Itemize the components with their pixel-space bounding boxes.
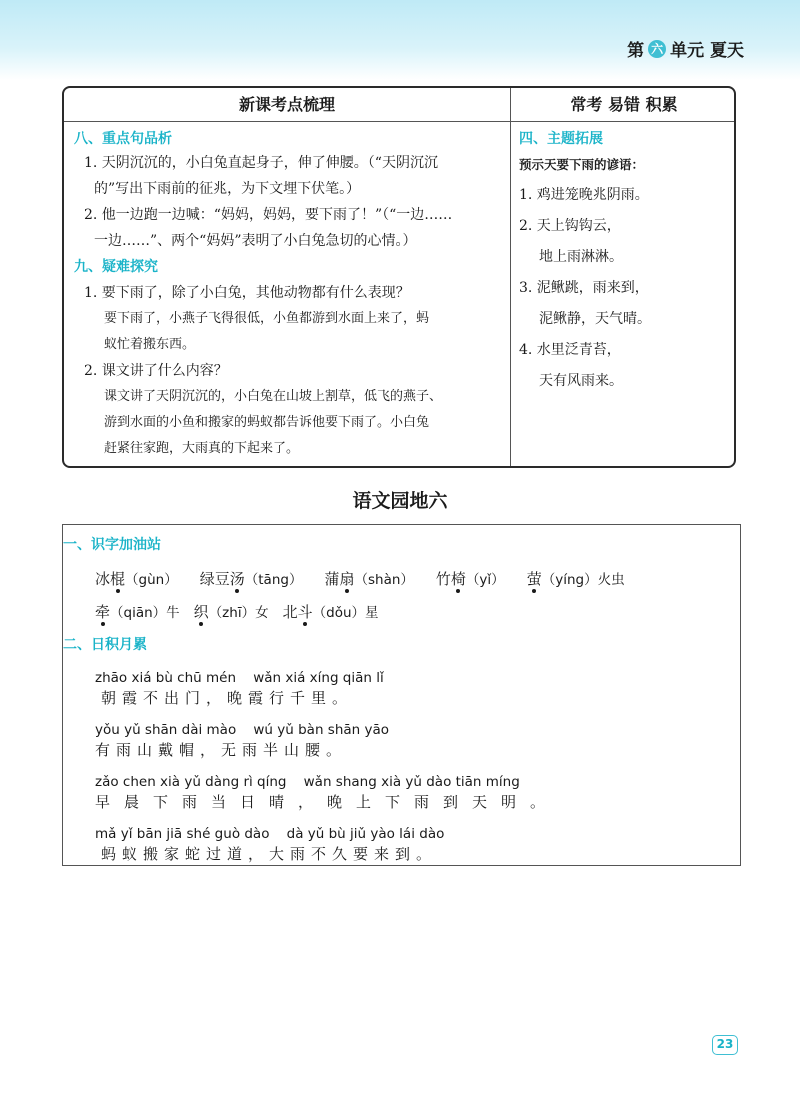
dotted-char: 椅: [450, 570, 466, 588]
word-text: 冰: [95, 570, 111, 588]
words-row-2: [63, 600, 740, 625]
section-8-item-1: [74, 150, 500, 202]
word-item: [194, 600, 269, 625]
yuandi-box: [62, 524, 741, 866]
text-line: 的”写出下雨前的征兆，为下文埋下伏笔。）: [94, 181, 361, 197]
text-line: 赶紧往家跑，大雨真的下起来了。: [104, 441, 300, 456]
page-number: 23: [712, 1035, 738, 1055]
word-pinyin: （qiān）牛: [110, 605, 180, 621]
proverb-item-4: [519, 335, 729, 397]
section-4-title: 四、主题拓展: [519, 131, 603, 147]
summary-table: [62, 86, 736, 468]
word-pinyin: （shàn）: [354, 572, 414, 588]
text-line: 一边……”、两个“妈妈”表明了小白兔急切的心情。）: [94, 233, 417, 249]
text-line: 地上雨淋淋。: [539, 249, 623, 265]
dotted-char: 牵: [95, 603, 111, 621]
summary-left-column: [64, 88, 510, 466]
proverb-item-1: 1. 鸡进笼晚兆阴雨。: [519, 187, 649, 203]
word-pinyin: （yǐ）: [465, 572, 505, 588]
text-line: 游到水面的小鱼和搬家的蚂蚁都告诉他要下雨了。小白兔: [104, 415, 430, 430]
section-2-title: 二、日积月累: [63, 637, 147, 653]
section-8-title: 八、重点句品析: [74, 131, 172, 147]
text-line: 泥鳅静，天气晴。: [539, 311, 651, 327]
proverb-pinyin: yǒu yǔ shān dài mào wú yǔ bàn shān yāo: [95, 722, 390, 738]
section-8-item-2: [74, 202, 500, 254]
word-text: 竹: [435, 570, 451, 588]
word-item: [95, 567, 178, 592]
word-pinyin: （zhī）女: [208, 605, 269, 621]
proverb-pinyin: zhāo xiá bù chū mén wǎn xiá xíng qiān lǐ: [95, 670, 384, 686]
section-9-title: 九、疑难探究: [74, 259, 158, 275]
section-9-question-1: 1. 要下雨了，除了小白兔，其他动物都有什么表现？: [84, 285, 410, 301]
proverb-block-1: [63, 669, 740, 709]
dotted-char: 萤: [526, 570, 542, 588]
word-item: [283, 600, 379, 625]
text-line: 蚁忙着搬东西。: [104, 337, 196, 352]
proverb-pinyin: mǎ yǐ bān jiā shé guò dào dà yǔ bù jiǔ yào lái dào: [95, 826, 445, 842]
word-item: [527, 567, 625, 592]
text-line: 天有风雨来。: [539, 373, 623, 389]
section-9-answer-1: [74, 306, 500, 358]
dotted-char: 扇: [339, 570, 355, 588]
right-column-header: 常考 易错 积累: [511, 88, 736, 122]
unit-header: [627, 36, 744, 61]
word-pinyin: （gùn）: [125, 572, 178, 588]
word-item: [95, 600, 180, 625]
proverb-item-3: [519, 273, 729, 335]
proverb-block-4: [63, 825, 740, 865]
text-line: 3. 泥鳅跳，雨来到，: [519, 280, 649, 296]
word-text: 蒲: [324, 570, 340, 588]
proverb-block-3: [63, 773, 740, 813]
word-item: [200, 567, 303, 592]
text-line: 4. 水里泛青苔，: [519, 342, 621, 358]
word-text: 北: [282, 603, 298, 621]
left-column-header: 新课考点梳理: [64, 88, 510, 122]
proverb-item-2: [519, 211, 729, 273]
proverb-text: 蚂蚁搬家蛇过道，大雨不久要来到。: [101, 845, 438, 863]
unit-number-badge: 六: [648, 40, 666, 58]
text-line: 2. 他一边跑一边喊：“妈妈，妈妈，要下雨了！”（“一边……: [84, 207, 453, 223]
text-line: 课文讲了天阴沉沉的，小白兔在山坡上割草，低飞的燕子、: [104, 389, 443, 404]
text-line: 要下雨了，小燕子飞得很低，小鱼都游到水面上来了，蚂: [104, 311, 430, 326]
proverb-text: 早晨下雨当日晴，晚上下雨到天明。: [95, 793, 560, 811]
proverb-pinyin: zǎo chen xià yǔ dàng rì qíng wǎn shang xià yǔ dào tiān míng: [95, 774, 520, 790]
dotted-char: 斗: [297, 603, 313, 621]
dotted-char: 汤: [229, 570, 245, 588]
section-1-title: 一、识字加油站: [63, 537, 161, 553]
text-line: 2. 天上钩钩云，: [519, 218, 621, 234]
proverb-text: 有雨山戴帽，无雨半山腰。: [95, 741, 348, 759]
unit-prefix: 第: [627, 41, 645, 61]
section-title-yuwen-yuandi: 语文园地六: [352, 490, 448, 512]
dotted-char: 棍: [110, 570, 126, 588]
summary-right-column: [510, 88, 736, 466]
dotted-char: 织: [193, 603, 209, 621]
text-line: 1. 天阴沉沉的，小白兔直起身子，伸了伸腰。（“天阴沉沉: [84, 155, 438, 171]
word-item: [324, 567, 413, 592]
words-row-1: [63, 567, 740, 592]
word-pinyin: （tāng）: [244, 572, 303, 588]
word-item: [436, 567, 505, 592]
word-pinyin: （yíng）火虫: [541, 572, 625, 588]
proverb-block-2: [63, 721, 740, 761]
section-4-subtitle: 预示天要下雨的谚语：: [519, 157, 645, 172]
word-pinyin: （dǒu）星: [312, 605, 379, 621]
section-9-question-2: 2. 课文讲了什么内容？: [84, 363, 228, 379]
word-text: 绿豆: [199, 570, 230, 588]
section-9-answer-2: [74, 384, 500, 462]
proverb-text: 朝霞不出门，晚霞行千里。: [101, 689, 354, 707]
unit-title: 单元 夏天: [670, 41, 744, 61]
